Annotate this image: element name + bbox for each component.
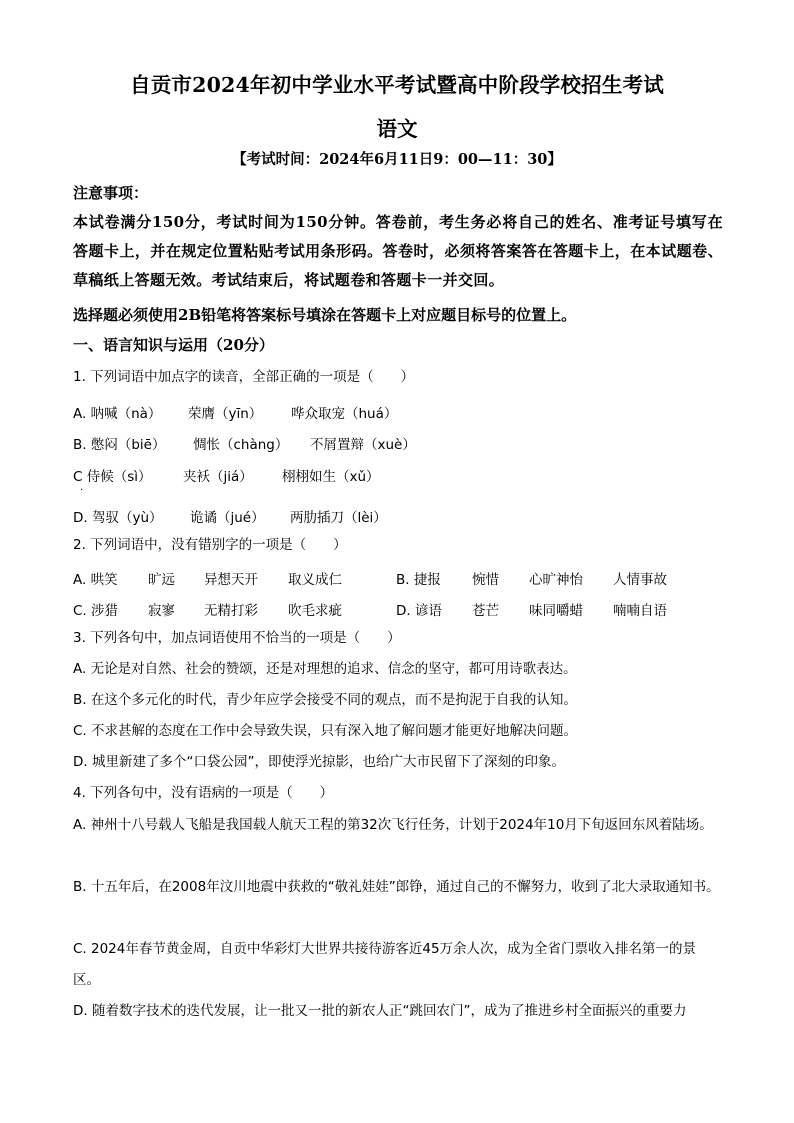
option-word: 荣膺（yīn） [188, 406, 263, 422]
question-4-stem: 4. 下列各句中，没有语病的一项是（ ） [73, 785, 334, 801]
option-word: 异想天开 [204, 572, 258, 588]
option-word: 取义成仁 [288, 572, 342, 588]
option-word: 旷远 [148, 572, 175, 588]
option-word: D. 谚语 [396, 603, 442, 619]
question-4-option-c: C. 2024年春节黄金周，自贡中华彩灯大世界共接待游客近45万余人次，成为全省门票收入排名第一的景区。 [73, 941, 697, 988]
option-word: 惋惜 [472, 572, 499, 588]
exam-title: 自贡市2024年初中学业水平考试暨高中阶段学校招生考试 [130, 73, 664, 97]
section-heading: 一、语言知识与运用（20分） [73, 336, 274, 354]
option-word: 栩栩如生（xǔ） [282, 469, 380, 485]
option-word: 夹袄（jiá） [183, 469, 253, 485]
option-word: 喃喃自语 [613, 603, 667, 619]
option-word: 味同嚼蜡 [529, 603, 583, 619]
notice-paragraph-2: 选择题必须使用2B铅笔将答案标号填涂在答题卡上对应题目标号的位置上。 [73, 306, 577, 324]
option-word: 心旷神怡 [529, 572, 583, 588]
subject-title: 语文 [376, 117, 418, 141]
question-1-stem: 1. 下列词语中加点字的读音，全部正确的一项是（ ） [73, 369, 415, 385]
option-word: C. 涉猎 [73, 603, 119, 619]
question-4-option-b: B. 十五年后，在2008年汶川地震中获救的“敬礼娃娃”郎铮，通过自己的不懈努力，收到了北大录取通知书。 [73, 879, 720, 895]
question-3-option-d: D. 城里新建了多个“口袋公园”，即使浮光掠影，也给广大市民留下了深刻的印象。 [73, 754, 565, 770]
option-word: A. 呐喊（nà） [73, 406, 162, 422]
option-word: A. 哄笑 [73, 572, 118, 588]
option-word: B. 憋闷（biē） [73, 437, 166, 453]
option-word: 无精打彩 [204, 603, 258, 619]
question-3-option-b: B. 在这个多元化的时代，青少年应学会接受不同的观点，而不是拘泥于自我的认知。 [73, 692, 577, 708]
question-3-option-a: A. 无论是对自然、社会的赞颂，还是对理想的追求、信念的坚守，都可用诗歌表达。 [73, 661, 577, 677]
option-word: D. 驾驭（yù） [73, 510, 163, 526]
question-3-stem: 3. 下列各句中，加点词语使用不恰当的一项是（ ） [73, 630, 401, 646]
option-word: B. 捷报 [396, 572, 441, 588]
notice-paragraph: 本试卷满分150分，考试时间为150分钟。答卷前，考生务必将自己的姓名、准考证号填写在答题卡上，并在规定位置粘贴考试用条形码。答卷时，必须将答案答在答题卡上，在本试题卷、草稿纸上答题无效。考试结束后，将试题卷和答题卡一并交回。 [73, 213, 723, 289]
option-word: 人情事故 [613, 572, 667, 588]
option-word: 不屑置辩（xuè） [310, 437, 416, 453]
option-word: 哗众取宠（huá） [291, 406, 398, 422]
emphasis-dot: · [80, 485, 84, 496]
question-4-option-a: A. 神州十八号载人飞船是我国载人航天工程的第32次飞行任务，计划于2024年10月下旬返回东风着陆场。 [73, 817, 713, 833]
question-2-stem: 2. 下列词语中，没有错别字的一项是（ ） [73, 537, 347, 553]
option-word: 苍芒 [472, 603, 499, 619]
question-3-option-c: C. 不求甚解的态度在工作中会导致失误，只有深入地了解问题才能更好地解决问题。 [73, 723, 578, 739]
notice-heading: 注意事项： [73, 184, 149, 202]
option-word: 两肋插刀（lèi） [290, 510, 387, 526]
option-word: C 侍候（sì） [73, 469, 152, 485]
option-word: 诡谲（jué） [190, 510, 265, 526]
option-word: 吹毛求疵 [288, 603, 342, 619]
exam-time: 【考试时间：2024年6月11日9：00—11：30】 [232, 151, 562, 168]
question-4-option-d: D. 随着数字技术的迭代发展，让一批又一批的新农人正“跳回农门”，成为了推进乡村全面振兴的重要力 [73, 1003, 687, 1019]
option-word: 惆怅（chàng） [193, 437, 289, 453]
option-word: 寂寥 [148, 603, 175, 619]
